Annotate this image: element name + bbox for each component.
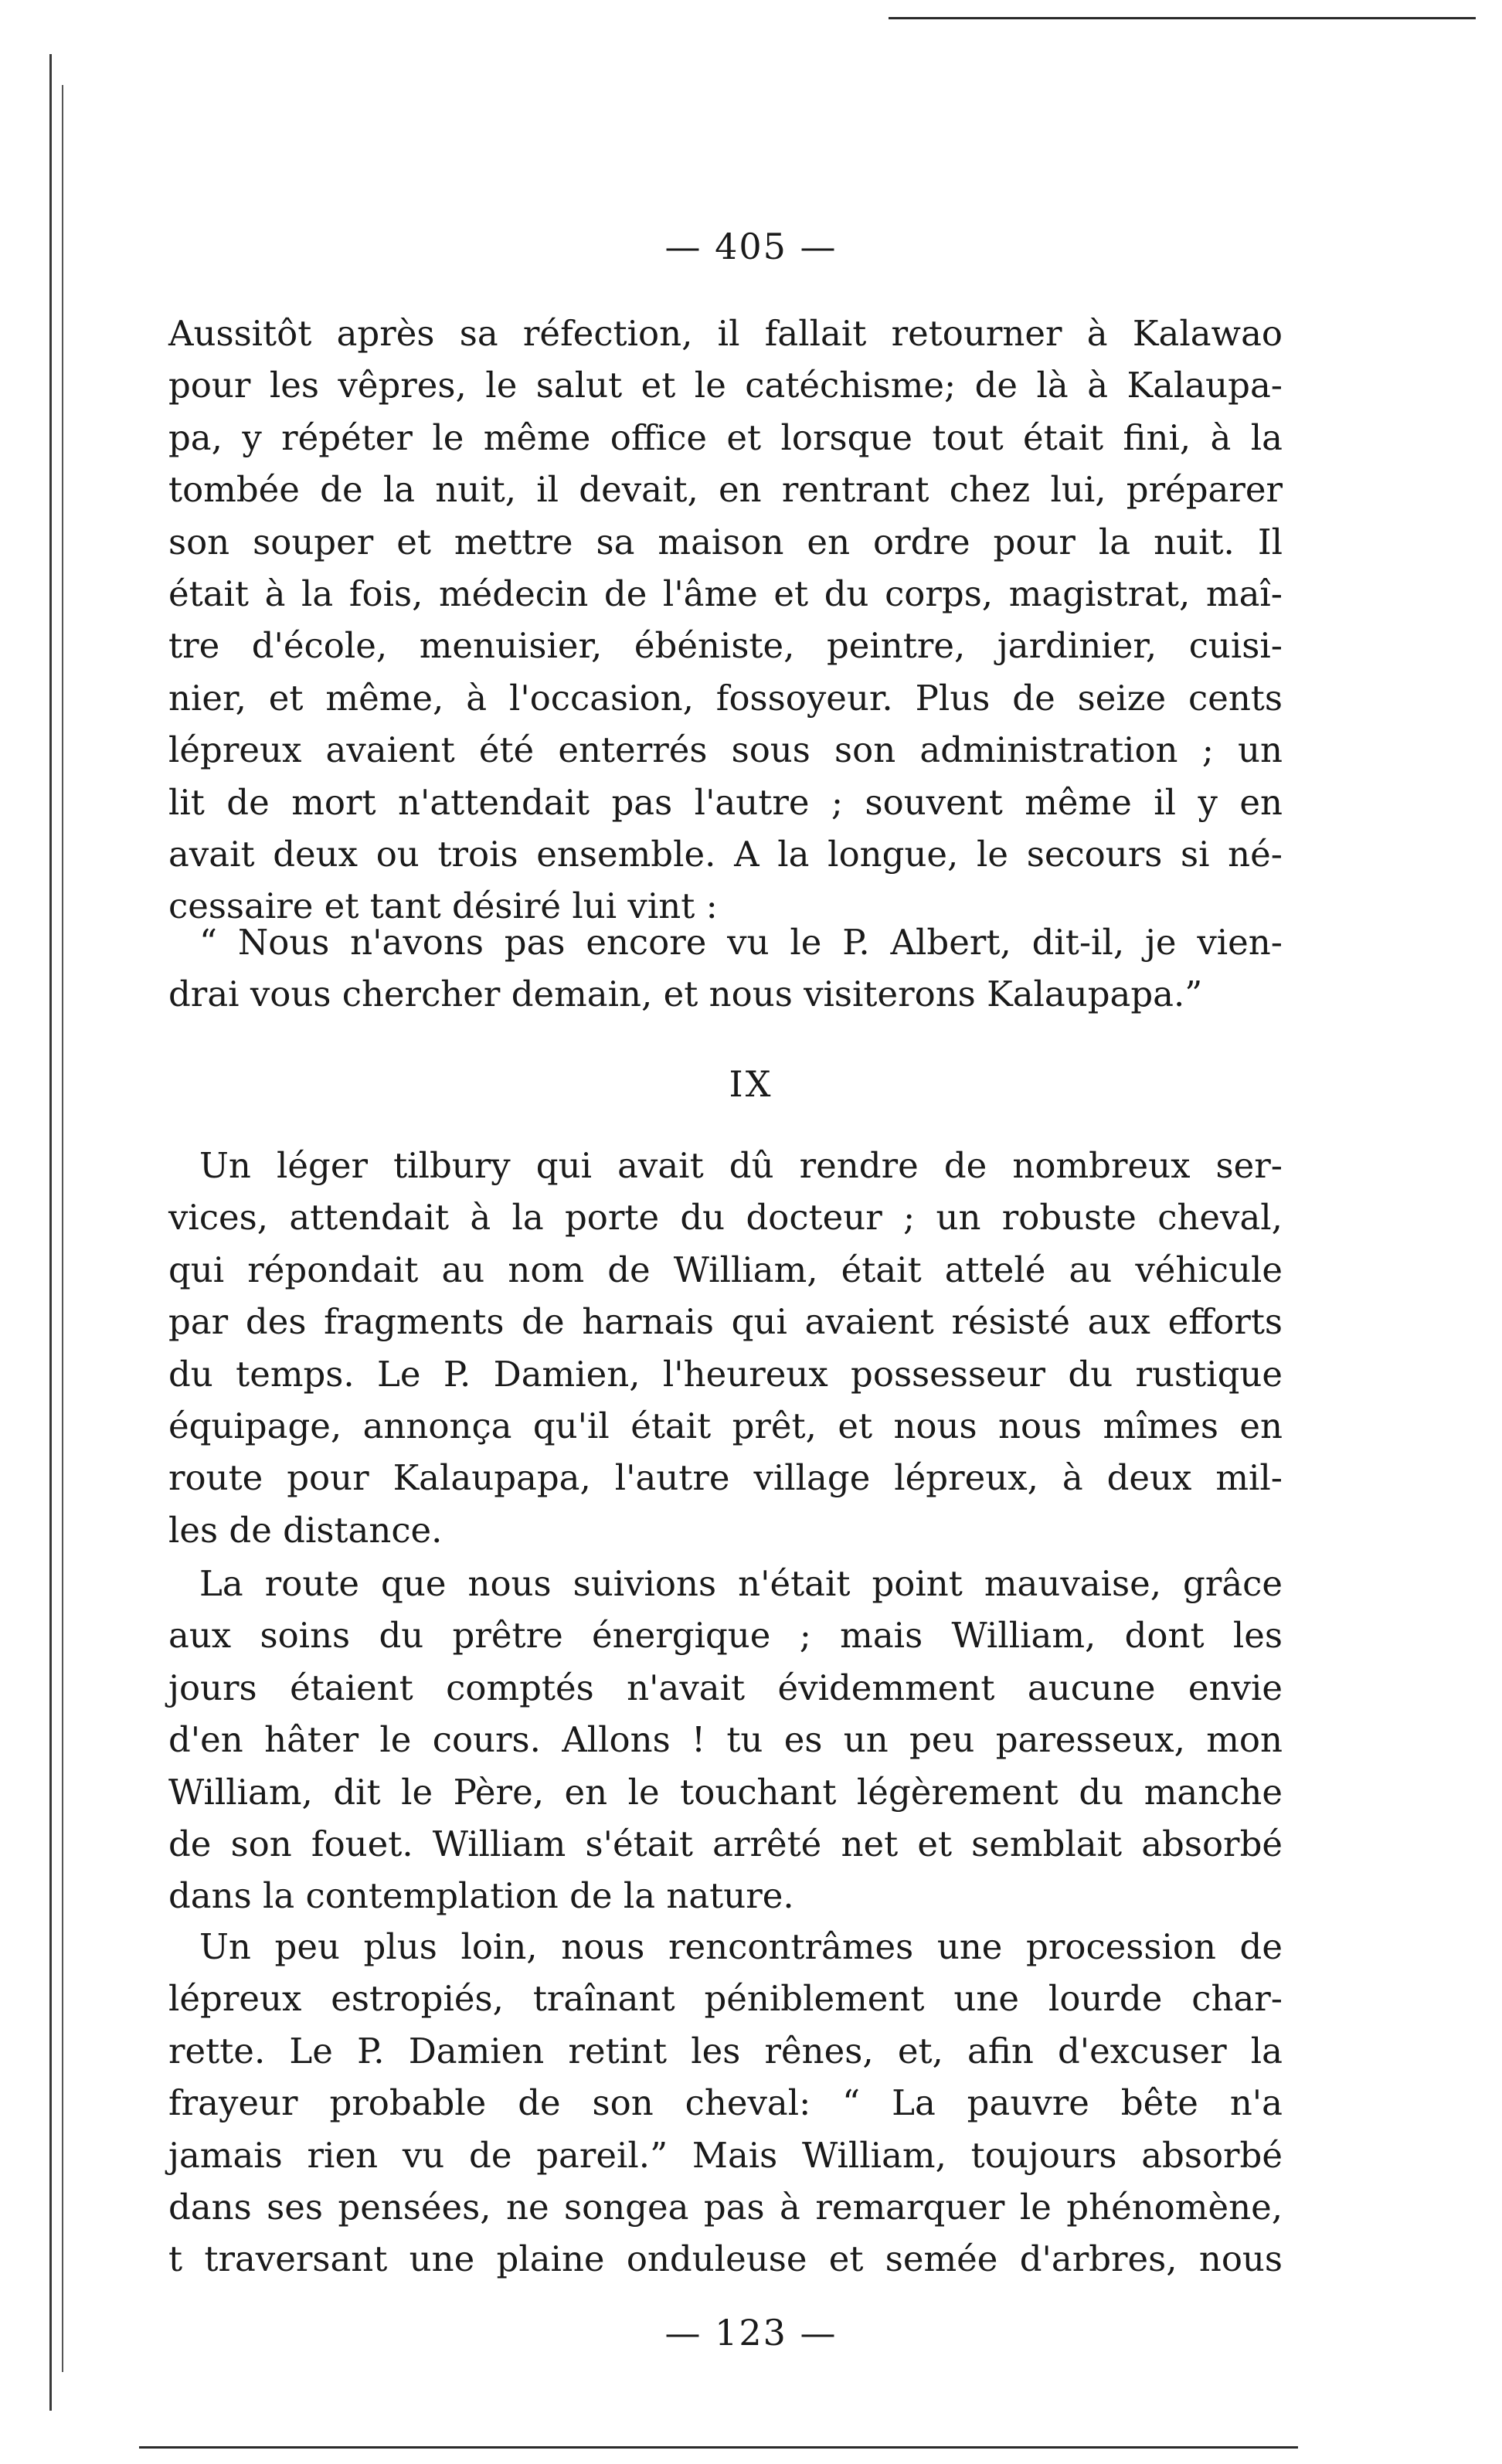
text-line: cessaire et tant désiré lui vint : — [168, 885, 718, 927]
text-line: lépreux estropiés, traînant péniblement une lourde char- — [168, 1978, 1283, 2020]
text-line: Un peu plus loin, nous rencontrâmes une procession de — [199, 1926, 1283, 1967]
left-margin-line — [49, 54, 52, 2411]
text-line: Aussitôt après sa réfection, il fallait retourner à Kalawao — [168, 313, 1283, 354]
text-line: était à la fois, médecin de l'âme et du corps, magistrat, maî- — [168, 573, 1283, 614]
text-line: La route que nous suivions n'était point mauvaise, grâce — [199, 1563, 1283, 1604]
text-line: nier, et même, à l'occasion, fossoyeur. Plus de seize cents — [168, 677, 1283, 719]
text-line: “ Nous n'avons pas encore vu le P. Albert, dit-il, je vien- — [199, 922, 1283, 963]
bottom-edge-rule — [139, 2446, 1298, 2449]
text-line: les de distance. — [168, 1509, 443, 1551]
text-line: route pour Kalaupapa, l'autre village lépreux, à deux mil- — [168, 1457, 1283, 1499]
text-line: par des fragments de harnais qui avaient résisté aux efforts — [168, 1301, 1283, 1343]
text-line: dans ses pensées, ne songea pas à remarquer le phénomène, — [168, 2186, 1283, 2228]
text-line: pa, y répéter le même office et lorsque tout était fini, à la — [168, 416, 1283, 458]
text-line: lit de mort n'attendait pas l'autre ; souvent même il y en — [168, 781, 1283, 823]
text-line: de son fouet. William s'était arrêté net et semblait absorbé — [168, 1823, 1283, 1864]
paragraph-3 — [168, 1140, 1283, 1556]
left-margin-line-inner — [62, 85, 63, 2372]
text-line: du temps. Le P. Damien, l'heureux possesseur du rustique — [168, 1353, 1283, 1395]
text-line: rette. Le P. Damien retint les rênes, et, afin d'excuser la — [168, 2030, 1283, 2071]
text-line: qui répondait au nom de William, était attelé au véhicule — [168, 1249, 1283, 1290]
text-line: William, dit le Père, en le touchant légèrement du manche — [168, 1771, 1283, 1813]
text-line: d'en hâter le cours. Allons ! tu es un peu paresseux, mon — [168, 1719, 1283, 1761]
text-line: vices, attendait à la porte du docteur ; un robuste cheval, — [168, 1197, 1283, 1239]
text-line: son souper et mettre sa maison en ordre pour la nuit. Il — [168, 521, 1283, 562]
paragraph-2-quote — [168, 916, 1283, 1021]
top-edge-rule — [889, 17, 1476, 19]
paragraph-4 — [168, 1558, 1283, 1922]
text-line: Un léger tilbury qui avait dû rendre de nombreux ser- — [199, 1145, 1283, 1186]
text-line: équipage, annonça qu'il était prêt, et nous nous mîmes en — [168, 1405, 1283, 1446]
text-line: frayeur probable de son cheval: “ La pauvre bête n'a — [168, 2082, 1283, 2124]
page-number-bottom: — 123 — — [664, 2312, 838, 2354]
paragraph-5 — [168, 1921, 1283, 2286]
text-line: lépreux avaient été enterrés sous son administration ; un — [168, 729, 1283, 771]
text-line: tombée de la nuit, il devait, en rentrant chez lui, préparer — [168, 469, 1283, 511]
text-line: tre d'école, menuisier, ébéniste, peintre, jardinier, cuisi- — [168, 625, 1283, 667]
section-heading: IX — [729, 1063, 773, 1105]
text-line: pour les vêpres, le salut et le catéchisme; de là à Kalaupa- — [168, 365, 1283, 406]
text-line: t traversant une plaine onduleuse et semée d'arbres, nous — [168, 2238, 1283, 2280]
text-line: jamais rien vu de pareil.” Mais William, toujours absorbé — [168, 2134, 1283, 2176]
paragraph-1 — [168, 308, 1283, 933]
text-line: aux soins du prêtre énergique ; mais William, dont les — [168, 1615, 1283, 1657]
text-line: avait deux ou trois ensemble. A la longue, le secours si né- — [168, 833, 1283, 875]
text-line: jours étaient comptés n'avait évidemment aucune envie — [168, 1667, 1283, 1708]
page-number-top: — 405 — — [664, 226, 838, 267]
text-line: drai vous chercher demain, et nous visiterons Kalaupapa.” — [168, 974, 1203, 1015]
text-line: dans la contemplation de la nature. — [168, 1875, 794, 1917]
